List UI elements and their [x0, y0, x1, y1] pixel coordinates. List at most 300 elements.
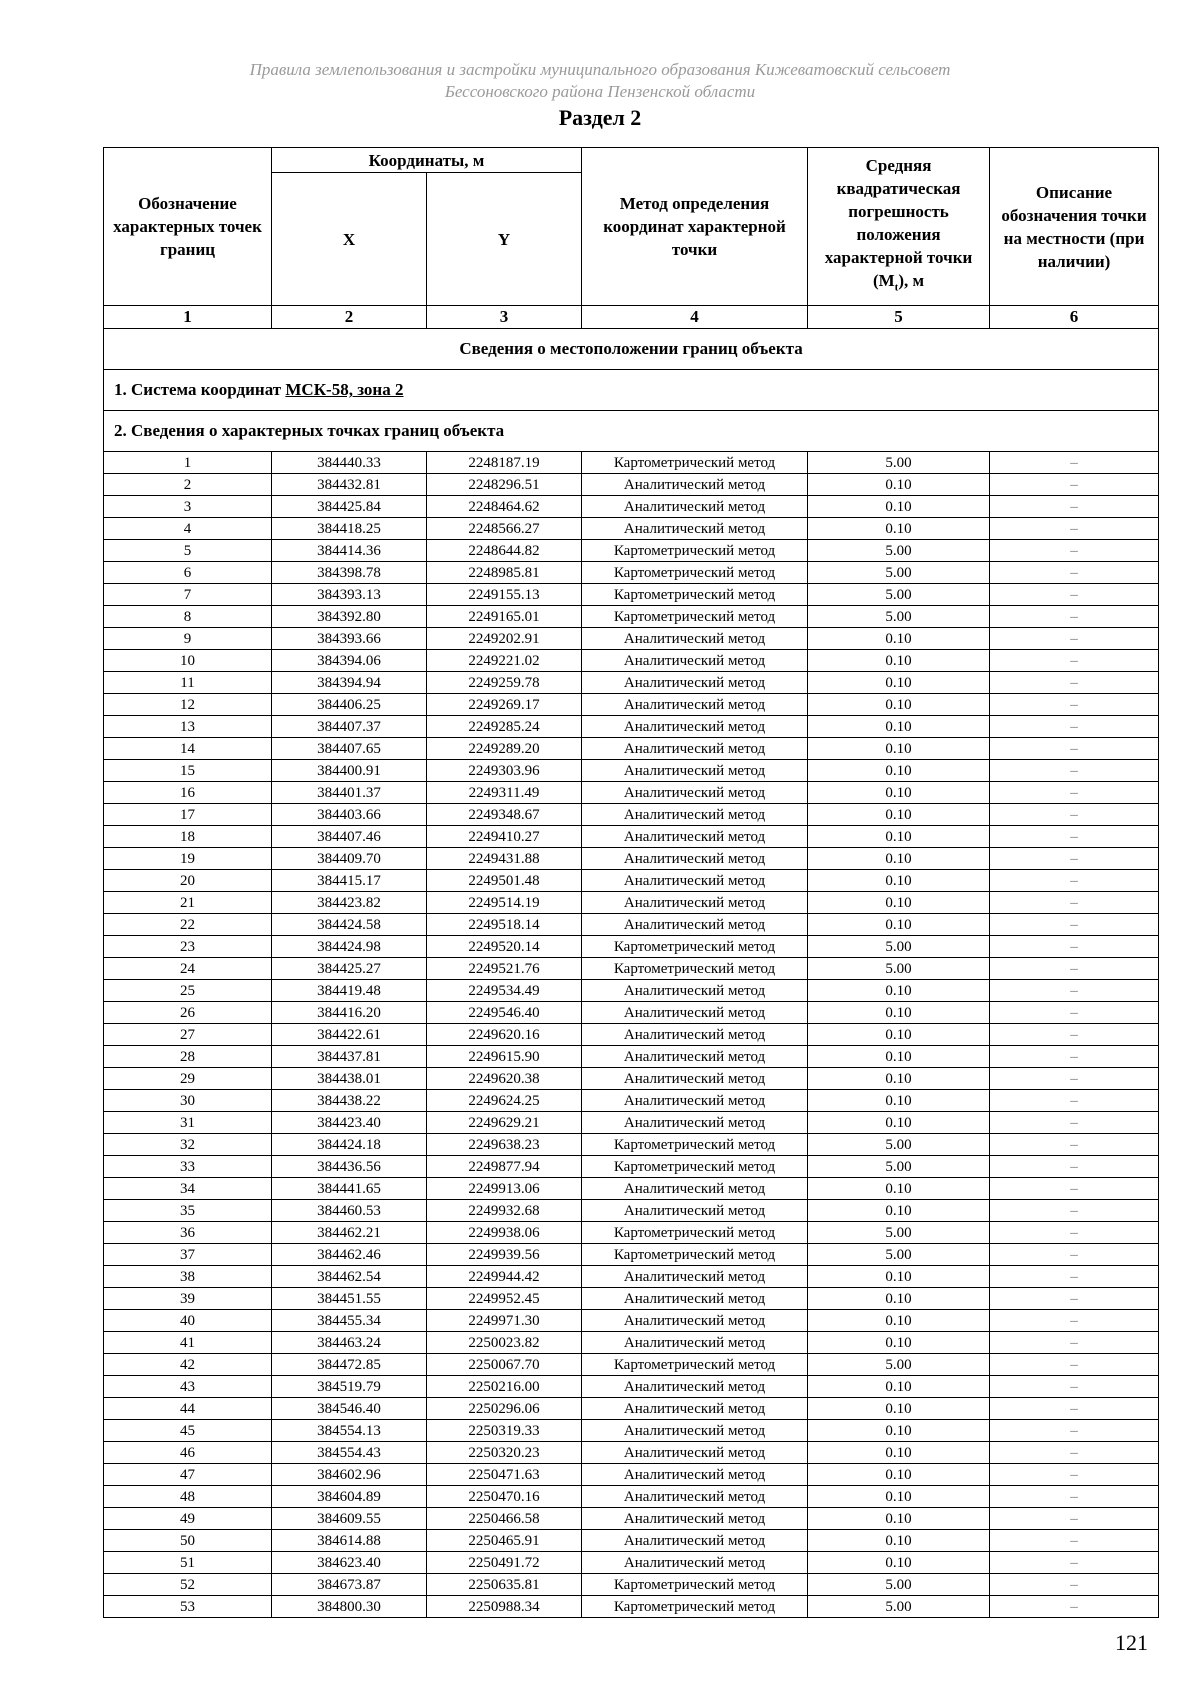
method: Аналитический метод [582, 1068, 808, 1090]
method: Аналитический метод [582, 1332, 808, 1354]
coord-y: 2249520.14 [427, 936, 582, 958]
description: – [990, 1376, 1159, 1398]
column-number: 2 [272, 306, 427, 329]
method: Аналитический метод [582, 650, 808, 672]
table-row [104, 914, 1159, 936]
method: Аналитический метод [582, 628, 808, 650]
coord-x: 384438.01 [272, 1068, 427, 1090]
point-number: 21 [104, 892, 272, 914]
coord-x: 384425.84 [272, 496, 427, 518]
coord-x: 384393.66 [272, 628, 427, 650]
error-value: 0.10 [808, 1376, 990, 1398]
coord-y: 2249311.49 [427, 782, 582, 804]
coord-y: 2250471.63 [427, 1464, 582, 1486]
coord-x: 384463.24 [272, 1332, 427, 1354]
coord-x: 384406.25 [272, 694, 427, 716]
error-value: 0.10 [808, 1464, 990, 1486]
description: – [990, 804, 1159, 826]
method: Аналитический метод [582, 760, 808, 782]
coord-x: 384414.36 [272, 540, 427, 562]
coord-x: 384604.89 [272, 1486, 427, 1508]
table-row [104, 716, 1159, 738]
header-method: Метод определения координат характерной точки [582, 148, 808, 306]
point-number: 15 [104, 760, 272, 782]
table-row [104, 1046, 1159, 1068]
method: Картометрический метод [582, 562, 808, 584]
description: – [990, 1134, 1159, 1156]
description: – [990, 540, 1159, 562]
coord-x: 384432.81 [272, 474, 427, 496]
method: Картометрический метод [582, 1354, 808, 1376]
point-number: 53 [104, 1596, 272, 1618]
error-value: 0.10 [808, 914, 990, 936]
coord-y: 2249971.30 [427, 1310, 582, 1332]
error-value: 0.10 [808, 804, 990, 826]
point-number: 19 [104, 848, 272, 870]
coord-y: 2249269.17 [427, 694, 582, 716]
method: Аналитический метод [582, 672, 808, 694]
point-number: 37 [104, 1244, 272, 1266]
method: Аналитический метод [582, 914, 808, 936]
coord-y: 2250491.72 [427, 1552, 582, 1574]
description: – [990, 716, 1159, 738]
coord-y: 2249410.27 [427, 826, 582, 848]
header-description: Описание обозначения точки на местности (при наличии) [990, 148, 1159, 306]
description: – [990, 738, 1159, 760]
method: Аналитический метод [582, 1200, 808, 1222]
description: – [990, 1200, 1159, 1222]
point-number: 42 [104, 1354, 272, 1376]
coord-x: 384554.43 [272, 1442, 427, 1464]
point-number: 27 [104, 1024, 272, 1046]
table-row [104, 1530, 1159, 1552]
coord-y: 2249624.25 [427, 1090, 582, 1112]
description: – [990, 1508, 1159, 1530]
description: – [990, 650, 1159, 672]
coordinate-system-value: МСК-58, зона 2 [285, 380, 404, 400]
coord-y: 2248644.82 [427, 540, 582, 562]
point-number: 47 [104, 1464, 272, 1486]
coord-y: 2249952.45 [427, 1288, 582, 1310]
table-row [104, 452, 1159, 474]
coord-x: 384419.48 [272, 980, 427, 1002]
coordinate-system-row [104, 370, 1159, 411]
error-value: 0.10 [808, 1200, 990, 1222]
coord-x: 384451.55 [272, 1288, 427, 1310]
coord-x: 384392.80 [272, 606, 427, 628]
coord-x: 384407.46 [272, 826, 427, 848]
error-value: 5.00 [808, 1596, 990, 1618]
error-value: 0.10 [808, 1002, 990, 1024]
table-row [104, 738, 1159, 760]
point-number: 13 [104, 716, 272, 738]
point-number: 16 [104, 782, 272, 804]
point-number: 17 [104, 804, 272, 826]
method: Аналитический метод [582, 1464, 808, 1486]
method: Аналитический метод [582, 870, 808, 892]
coord-x: 384423.40 [272, 1112, 427, 1134]
coord-x: 384424.58 [272, 914, 427, 936]
description: – [990, 1046, 1159, 1068]
coord-y: 2249165.01 [427, 606, 582, 628]
error-value: 0.10 [808, 1090, 990, 1112]
error-value: 0.10 [808, 474, 990, 496]
description: – [990, 870, 1159, 892]
running-header-line-1: Правила землепользования и застройки муниципального образования Кижеватовский сельсовет [249, 60, 951, 79]
table-row [104, 936, 1159, 958]
point-number: 44 [104, 1398, 272, 1420]
table-row [104, 1222, 1159, 1244]
coord-y: 2250216.00 [427, 1376, 582, 1398]
table-row [104, 650, 1159, 672]
description: – [990, 1596, 1159, 1618]
error-value: 5.00 [808, 1134, 990, 1156]
table-row [104, 1398, 1159, 1420]
point-number: 36 [104, 1222, 272, 1244]
header-designation: Обозначение характерных точек границ [104, 148, 272, 306]
description: – [990, 958, 1159, 980]
point-number: 48 [104, 1486, 272, 1508]
coord-x: 384438.22 [272, 1090, 427, 1112]
point-number: 20 [104, 870, 272, 892]
coord-x: 384440.33 [272, 452, 427, 474]
table-row [104, 1376, 1159, 1398]
description: – [990, 1398, 1159, 1420]
coord-y: 2250466.58 [427, 1508, 582, 1530]
description: – [990, 1002, 1159, 1024]
coord-x: 384614.88 [272, 1530, 427, 1552]
coord-x: 384800.30 [272, 1596, 427, 1618]
method: Аналитический метод [582, 892, 808, 914]
method: Аналитический метод [582, 1266, 808, 1288]
table-row [104, 1310, 1159, 1332]
method: Аналитический метод [582, 980, 808, 1002]
method: Картометрический метод [582, 936, 808, 958]
point-number: 23 [104, 936, 272, 958]
error-value: 0.10 [808, 892, 990, 914]
coord-x: 384422.61 [272, 1024, 427, 1046]
coord-x: 384407.37 [272, 716, 427, 738]
table-row [104, 848, 1159, 870]
description: – [990, 936, 1159, 958]
coord-y: 2249932.68 [427, 1200, 582, 1222]
method: Аналитический метод [582, 1288, 808, 1310]
table-row [104, 870, 1159, 892]
method: Аналитический метод [582, 716, 808, 738]
coord-y: 2250465.91 [427, 1530, 582, 1552]
error-value: 5.00 [808, 540, 990, 562]
method: Аналитический метод [582, 474, 808, 496]
method: Картометрический метод [582, 452, 808, 474]
error-value: 0.10 [808, 1112, 990, 1134]
point-number: 49 [104, 1508, 272, 1530]
error-value: 0.10 [808, 782, 990, 804]
description: – [990, 1464, 1159, 1486]
coord-y: 2249259.78 [427, 672, 582, 694]
description: – [990, 1156, 1159, 1178]
point-number: 38 [104, 1266, 272, 1288]
point-number: 39 [104, 1288, 272, 1310]
page-number: 121 [1115, 1630, 1148, 1655]
coord-y: 2250296.06 [427, 1398, 582, 1420]
error-value: 5.00 [808, 1156, 990, 1178]
method: Аналитический метод [582, 804, 808, 826]
table-row [104, 672, 1159, 694]
coord-y: 2249534.49 [427, 980, 582, 1002]
point-number: 24 [104, 958, 272, 980]
coord-y: 2248566.27 [427, 518, 582, 540]
error-value: 0.10 [808, 1442, 990, 1464]
boundary-points-table [103, 147, 1159, 1618]
method: Аналитический метод [582, 1310, 808, 1332]
description: – [990, 1530, 1159, 1552]
error-value: 0.10 [808, 1552, 990, 1574]
coord-x: 384623.40 [272, 1552, 427, 1574]
coord-x: 384546.40 [272, 1398, 427, 1420]
point-number: 41 [104, 1332, 272, 1354]
error-value: 0.10 [808, 628, 990, 650]
error-value: 0.10 [808, 1310, 990, 1332]
error-value: 0.10 [808, 1420, 990, 1442]
description: – [990, 1222, 1159, 1244]
error-value: 5.00 [808, 958, 990, 980]
table-row [104, 958, 1159, 980]
point-number: 45 [104, 1420, 272, 1442]
method: Аналитический метод [582, 848, 808, 870]
description: – [990, 848, 1159, 870]
running-header-line-2: Бессоновского района Пензенской области [444, 82, 756, 101]
coord-x: 384393.13 [272, 584, 427, 606]
coord-x: 384401.37 [272, 782, 427, 804]
error-value: 0.10 [808, 980, 990, 1002]
table-row [104, 1332, 1159, 1354]
coord-x: 384673.87 [272, 1574, 427, 1596]
table-row [104, 826, 1159, 848]
coord-x: 384425.27 [272, 958, 427, 980]
description: – [990, 1354, 1159, 1376]
error-value: 5.00 [808, 584, 990, 606]
error-value: 0.10 [808, 1266, 990, 1288]
coord-x: 384415.17 [272, 870, 427, 892]
method: Аналитический метод [582, 1530, 808, 1552]
error-value: 0.10 [808, 1024, 990, 1046]
column-number: 1 [104, 306, 272, 329]
column-number: 3 [427, 306, 582, 329]
error-value: 0.10 [808, 672, 990, 694]
column-numbers-row [104, 306, 1159, 329]
error-value: 0.10 [808, 716, 990, 738]
point-number: 32 [104, 1134, 272, 1156]
point-number: 29 [104, 1068, 272, 1090]
coord-x: 384437.81 [272, 1046, 427, 1068]
coord-y: 2250635.81 [427, 1574, 582, 1596]
point-number: 33 [104, 1156, 272, 1178]
description: – [990, 1442, 1159, 1464]
coord-y: 2249518.14 [427, 914, 582, 936]
description: – [990, 1332, 1159, 1354]
error-value: 0.10 [808, 650, 990, 672]
table-row [104, 1442, 1159, 1464]
coord-y: 2249546.40 [427, 1002, 582, 1024]
point-number: 6 [104, 562, 272, 584]
coord-x: 384436.56 [272, 1156, 427, 1178]
description: – [990, 452, 1159, 474]
point-number: 4 [104, 518, 272, 540]
error-value: 0.10 [808, 1398, 990, 1420]
coord-x: 384416.20 [272, 1002, 427, 1024]
method: Аналитический метод [582, 1552, 808, 1574]
method: Аналитический метод [582, 1442, 808, 1464]
description: – [990, 496, 1159, 518]
header-y: Y [427, 173, 582, 306]
coord-y: 2249431.88 [427, 848, 582, 870]
point-number: 3 [104, 496, 272, 518]
table-row [104, 518, 1159, 540]
error-value: 0.10 [808, 848, 990, 870]
coord-y: 2249944.42 [427, 1266, 582, 1288]
point-number: 2 [104, 474, 272, 496]
method: Картометрический метод [582, 1574, 808, 1596]
coord-x: 384609.55 [272, 1508, 427, 1530]
description: – [990, 672, 1159, 694]
method: Аналитический метод [582, 496, 808, 518]
table-title: Сведения о местоположении границ объекта [104, 329, 1159, 370]
description: – [990, 1024, 1159, 1046]
coord-y: 2249938.06 [427, 1222, 582, 1244]
table-row [104, 540, 1159, 562]
table-row [104, 1354, 1159, 1376]
method: Аналитический метод [582, 1420, 808, 1442]
table-row [104, 1068, 1159, 1090]
method: Аналитический метод [582, 1508, 808, 1530]
method: Картометрический метод [582, 1222, 808, 1244]
coord-x: 384394.06 [272, 650, 427, 672]
coord-y: 2250319.33 [427, 1420, 582, 1442]
method: Картометрический метод [582, 1156, 808, 1178]
coord-y: 2248464.62 [427, 496, 582, 518]
table-row [104, 584, 1159, 606]
coord-x: 384462.54 [272, 1266, 427, 1288]
coord-y: 2249620.16 [427, 1024, 582, 1046]
error-value: 0.10 [808, 518, 990, 540]
table-row [104, 1134, 1159, 1156]
error-value: 0.10 [808, 1530, 990, 1552]
coord-x: 384424.18 [272, 1134, 427, 1156]
method: Картометрический метод [582, 958, 808, 980]
coord-x: 384418.25 [272, 518, 427, 540]
method: Аналитический метод [582, 1398, 808, 1420]
description: – [990, 1090, 1159, 1112]
coord-x: 384554.13 [272, 1420, 427, 1442]
error-value: 0.10 [808, 738, 990, 760]
column-number: 4 [582, 306, 808, 329]
coord-y: 2250023.82 [427, 1332, 582, 1354]
coord-x: 384400.91 [272, 760, 427, 782]
description: – [990, 914, 1159, 936]
coord-x: 384409.70 [272, 848, 427, 870]
table-row [104, 1178, 1159, 1200]
point-number: 30 [104, 1090, 272, 1112]
table-row [104, 474, 1159, 496]
method: Аналитический метод [582, 518, 808, 540]
method: Картометрический метод [582, 606, 808, 628]
method: Картометрический метод [582, 540, 808, 562]
coord-y: 2248985.81 [427, 562, 582, 584]
description: – [990, 760, 1159, 782]
coord-x: 384462.46 [272, 1244, 427, 1266]
coord-x: 384602.96 [272, 1464, 427, 1486]
description: – [990, 826, 1159, 848]
method: Картометрический метод [582, 1596, 808, 1618]
description: – [990, 1310, 1159, 1332]
error-value: 0.10 [808, 1068, 990, 1090]
header-x: X [272, 173, 427, 306]
point-number: 34 [104, 1178, 272, 1200]
coord-y: 2250988.34 [427, 1596, 582, 1618]
error-value: 0.10 [808, 1046, 990, 1068]
table-row [104, 694, 1159, 716]
description: – [990, 1486, 1159, 1508]
table-row [104, 980, 1159, 1002]
description: – [990, 1266, 1159, 1288]
coordinate-system-label: 1. Система координат [114, 380, 286, 400]
coord-y: 2248187.19 [427, 452, 582, 474]
method: Аналитический метод [582, 1046, 808, 1068]
table-row [104, 804, 1159, 826]
coord-y: 2249202.91 [427, 628, 582, 650]
table-row [104, 892, 1159, 914]
point-number: 50 [104, 1530, 272, 1552]
table-row [104, 1244, 1159, 1266]
error-value: 0.10 [808, 1486, 990, 1508]
table-row [104, 782, 1159, 804]
table-row [104, 1508, 1159, 1530]
point-number: 25 [104, 980, 272, 1002]
method: Аналитический метод [582, 1376, 808, 1398]
point-number: 5 [104, 540, 272, 562]
coord-y: 2249501.48 [427, 870, 582, 892]
table-row [104, 496, 1159, 518]
description: – [990, 606, 1159, 628]
error-value: 0.10 [808, 694, 990, 716]
coord-x: 384423.82 [272, 892, 427, 914]
coord-x: 384441.65 [272, 1178, 427, 1200]
point-number: 9 [104, 628, 272, 650]
coord-y: 2249221.02 [427, 650, 582, 672]
point-number: 51 [104, 1552, 272, 1574]
coord-y: 2249620.38 [427, 1068, 582, 1090]
coord-y: 2249939.56 [427, 1244, 582, 1266]
coord-x: 384472.85 [272, 1354, 427, 1376]
error-value: 0.10 [808, 1508, 990, 1530]
table-row [104, 1090, 1159, 1112]
table-row [104, 1574, 1159, 1596]
description: – [990, 892, 1159, 914]
coord-y: 2249303.96 [427, 760, 582, 782]
coord-y: 2249514.19 [427, 892, 582, 914]
coord-x: 384462.21 [272, 1222, 427, 1244]
table-row [104, 628, 1159, 650]
method: Аналитический метод [582, 782, 808, 804]
point-number: 31 [104, 1112, 272, 1134]
method: Аналитический метод [582, 826, 808, 848]
point-number: 26 [104, 1002, 272, 1024]
table-row [104, 760, 1159, 782]
description: – [990, 1420, 1159, 1442]
point-number: 52 [104, 1574, 272, 1596]
description: – [990, 1552, 1159, 1574]
coord-y: 2249521.76 [427, 958, 582, 980]
